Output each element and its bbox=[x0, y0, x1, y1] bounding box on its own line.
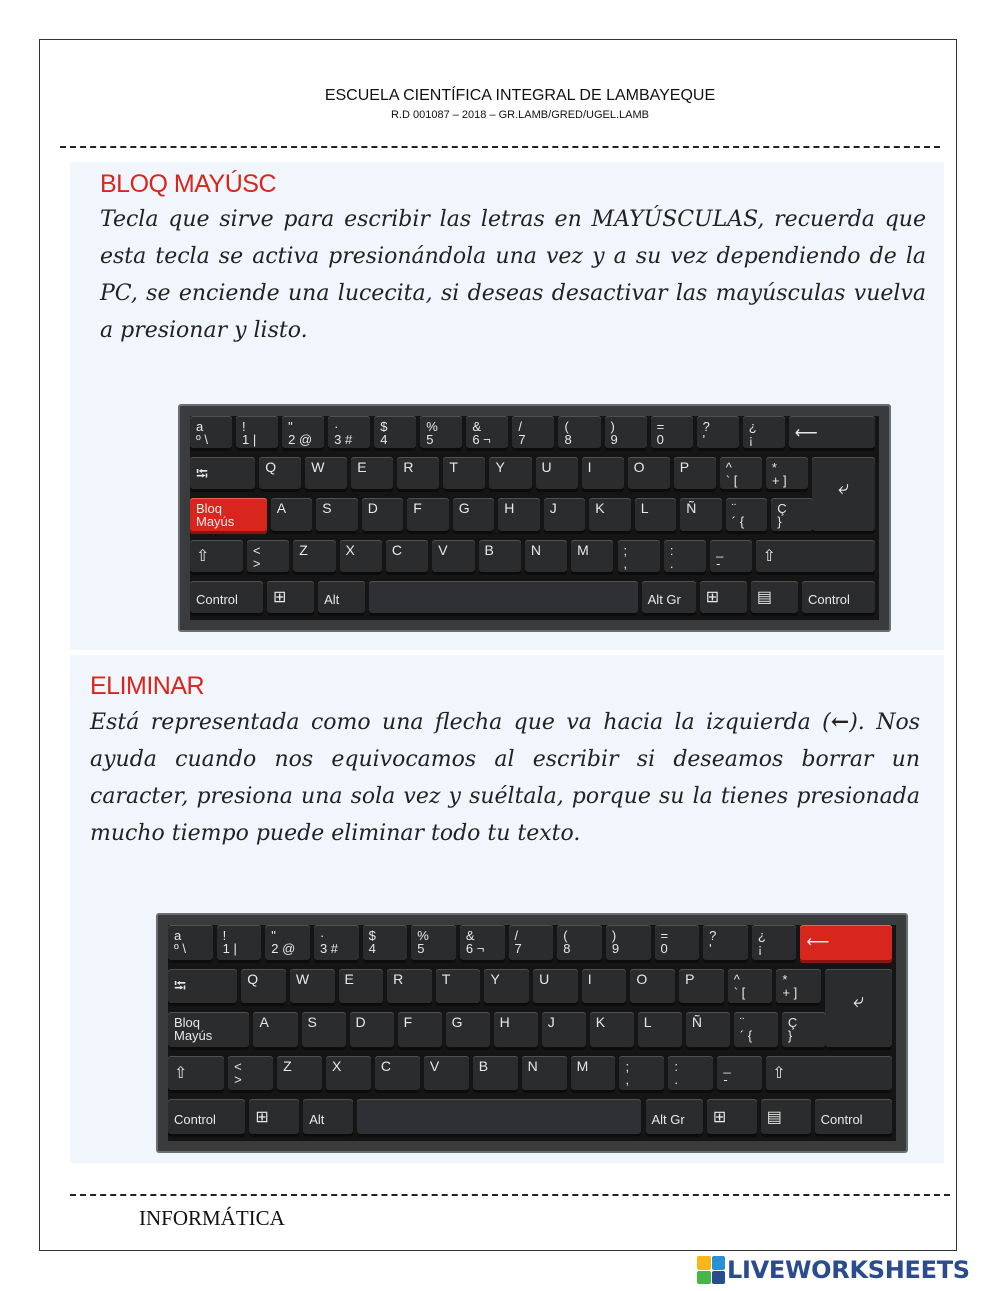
key-k-uml: ¨ ´ { bbox=[734, 1012, 778, 1050]
key-k-cced: Ç } bbox=[782, 1012, 826, 1050]
section-heading-capslock: BLOQ MAYÚSC bbox=[100, 170, 277, 198]
key-tab: ⭾ bbox=[190, 457, 255, 492]
key-k-q: Q bbox=[241, 969, 286, 1007]
key-k-y: Y bbox=[484, 969, 529, 1007]
key-enter: ⤶ bbox=[812, 457, 875, 533]
keyboard-row bbox=[190, 540, 879, 575]
key-win-left: ⊞ bbox=[267, 581, 314, 616]
key-k-grave: a º \ bbox=[190, 416, 232, 451]
key-k-uml: ¨ ´ { bbox=[726, 498, 767, 533]
key-k-h: H bbox=[494, 1012, 538, 1050]
key-k-apos: ? ' bbox=[697, 416, 739, 451]
key-ctrl-right: Control bbox=[802, 581, 875, 616]
key-k-plus: * + ] bbox=[776, 969, 821, 1007]
key-space bbox=[369, 581, 637, 616]
text-before-arrow: Está representada como una flecha que va hacia la izquierda ( bbox=[90, 710, 831, 735]
key-k-4: $ 4 bbox=[363, 925, 408, 963]
key-k-r: R bbox=[397, 457, 439, 492]
key-k-h: H bbox=[498, 498, 539, 533]
keyboard-row bbox=[168, 1012, 896, 1050]
key-k-q: Q bbox=[259, 457, 301, 492]
key-k-b: B bbox=[473, 1056, 518, 1094]
key-k-4: $ 4 bbox=[374, 416, 416, 451]
key-k-5: % 5 bbox=[420, 416, 462, 451]
key-k-e: E bbox=[339, 969, 384, 1007]
key-k-iexcl: ¿ ¡ bbox=[752, 925, 797, 963]
keyboard-row bbox=[168, 1056, 896, 1094]
key-k-z: Z bbox=[277, 1056, 322, 1094]
left-arrow-icon: ← bbox=[830, 709, 850, 735]
section-text-capslock: Tecla que sirve para escribir las letras en MAYÚSCULAS, recuerda que esta tecla se activa presionándola una vez y a su vez dependiendo de la PC, se enciende una lucecita, si deseas desactivar las mayúsculas vuelva a presionar y listo. bbox=[100, 207, 926, 343]
key-space bbox=[357, 1099, 641, 1137]
school-name: ESCUELA CIENTÍFICA INTEGRAL DE LAMBAYEQUE bbox=[324, 87, 716, 104]
keyboard-row bbox=[190, 581, 879, 616]
key-k-y: Y bbox=[489, 457, 531, 492]
keyboard-row bbox=[190, 457, 879, 499]
key-k-g: G bbox=[453, 498, 494, 533]
logo-square bbox=[697, 1256, 711, 1270]
key-k-a: A bbox=[253, 1012, 297, 1050]
key-k-j: J bbox=[542, 1012, 586, 1050]
key-k-apos: ? ' bbox=[703, 925, 748, 963]
key-k-period: : . bbox=[668, 1056, 713, 1094]
key-k-t: T bbox=[436, 969, 481, 1007]
key-k-8: ( 8 bbox=[557, 925, 602, 963]
key-k-7: / 7 bbox=[512, 416, 554, 451]
key-tab: ⭾ bbox=[168, 969, 237, 1007]
key-k-o: O bbox=[628, 457, 670, 492]
logo-square bbox=[712, 1256, 726, 1270]
section-heading-backspace: ELIMINAR bbox=[90, 672, 205, 700]
key-k-c: C bbox=[386, 540, 428, 575]
key-win-right: ⊞ bbox=[700, 581, 747, 616]
key-k-l: L bbox=[635, 498, 676, 533]
key-k-grave: a º \ bbox=[168, 925, 213, 963]
key-k-period: : . bbox=[664, 540, 706, 575]
key-k-m: M bbox=[571, 540, 613, 575]
key-k-k: K bbox=[589, 498, 630, 533]
key-menu: ▤ bbox=[751, 581, 798, 616]
keyboard-backspace-highlight bbox=[156, 913, 908, 1153]
keyboard-row bbox=[168, 925, 896, 963]
key-k-n: N bbox=[525, 540, 567, 575]
key-k-w: W bbox=[290, 969, 335, 1007]
key-k-1: ! 1 | bbox=[236, 416, 278, 451]
key-altgr: Alt Gr bbox=[642, 581, 696, 616]
key-k-x: X bbox=[326, 1056, 371, 1094]
key-k-p: P bbox=[679, 969, 724, 1007]
key-k-cced: Ç } bbox=[771, 498, 812, 533]
key-capslock: Bloq Mayús bbox=[168, 1012, 249, 1050]
key-k-0: = 0 bbox=[651, 416, 693, 451]
key-k-3: · 3 # bbox=[314, 925, 359, 963]
key-enter: ⤶ bbox=[825, 969, 892, 1050]
keyboard-row bbox=[190, 498, 879, 533]
key-ctrl-right: Control bbox=[815, 1099, 892, 1137]
key-k-enye: Ñ bbox=[686, 1012, 730, 1050]
key-alt: Alt bbox=[303, 1099, 353, 1137]
footer-divider bbox=[70, 1194, 950, 1196]
header-divider bbox=[60, 146, 940, 148]
key-k-8: ( 8 bbox=[558, 416, 600, 451]
key-k-u: U bbox=[533, 969, 578, 1007]
key-k-r: R bbox=[387, 969, 432, 1007]
key-k-3: · 3 # bbox=[328, 416, 370, 451]
key-backspace: ⟵ bbox=[800, 925, 892, 963]
section-text-backspace bbox=[90, 704, 920, 852]
key-k-6: & 6 ¬ bbox=[460, 925, 505, 963]
key-k-m: M bbox=[571, 1056, 616, 1094]
key-k-g: G bbox=[446, 1012, 490, 1050]
key-k-p: P bbox=[674, 457, 716, 492]
key-k-w: W bbox=[305, 457, 347, 492]
keyboard-capslock-highlight bbox=[178, 404, 891, 632]
key-win-right: ⊞ bbox=[707, 1099, 757, 1137]
key-k-0: = 0 bbox=[655, 925, 700, 963]
key-k-iexcl: ¿ ¡ bbox=[743, 416, 785, 451]
key-k-7: / 7 bbox=[509, 925, 554, 963]
text-after-arrow: ). Nos ayuda cuando nos equivocamos al escribir si deseamos borrar un caracter, presiona una sola vez y suéltala, porque su la tienes presionada mucho tiempo puede eliminar todo tu texto. bbox=[90, 710, 920, 846]
key-win-left: ⊞ bbox=[249, 1099, 299, 1137]
key-k-l: L bbox=[638, 1012, 682, 1050]
key-ctrl-left: Control bbox=[168, 1099, 245, 1137]
keyboard-row bbox=[168, 969, 896, 1012]
key-k-z: Z bbox=[293, 540, 335, 575]
key-k-9: ) 9 bbox=[605, 416, 647, 451]
key-k-lt: < > bbox=[228, 1056, 273, 1094]
key-k-x: X bbox=[340, 540, 382, 575]
key-k-o: O bbox=[630, 969, 675, 1007]
keyboard-row bbox=[190, 416, 879, 451]
key-k-s: S bbox=[316, 498, 357, 533]
key-k-j: J bbox=[544, 498, 585, 533]
key-k-comma: ; , bbox=[619, 1056, 664, 1094]
key-alt: Alt bbox=[318, 581, 365, 616]
key-k-lt: < > bbox=[247, 540, 289, 575]
key-k-9: ) 9 bbox=[606, 925, 651, 963]
key-k-b: B bbox=[479, 540, 521, 575]
key-shift-left: ⇧ bbox=[168, 1056, 224, 1094]
key-k-t: T bbox=[443, 457, 485, 492]
key-k-d: D bbox=[350, 1012, 394, 1050]
key-k-v: V bbox=[424, 1056, 469, 1094]
key-k-5: % 5 bbox=[411, 925, 456, 963]
key-k-1: ! 1 | bbox=[217, 925, 262, 963]
subject-label: INFORMÁTICA bbox=[139, 1206, 285, 1230]
key-k-plus: * + ] bbox=[766, 457, 808, 492]
key-ctrl-left: Control bbox=[190, 581, 263, 616]
key-capslock: Bloq Mayús bbox=[190, 498, 267, 533]
key-k-enye: Ñ bbox=[680, 498, 721, 533]
key-k-s: S bbox=[302, 1012, 346, 1050]
key-k-minus: _ - bbox=[710, 540, 752, 575]
key-shift-right: ⇧ bbox=[766, 1056, 892, 1094]
key-k-i: I bbox=[582, 457, 624, 492]
key-k-2: " 2 @ bbox=[265, 925, 310, 963]
key-k-f: F bbox=[407, 498, 448, 533]
key-k-n: N bbox=[522, 1056, 567, 1094]
key-k-6: & 6 ¬ bbox=[466, 416, 508, 451]
liveworksheets-wordmark: LIVEWORKSHEETS bbox=[727, 1256, 970, 1284]
logo-square bbox=[697, 1271, 711, 1285]
key-k-2: " 2 @ bbox=[282, 416, 324, 451]
resolution-number: R.D 001087 – 2018 – GR.LAMB/GRED/UGEL.LAMB bbox=[390, 109, 649, 121]
key-k-u: U bbox=[536, 457, 578, 492]
key-k-i: I bbox=[582, 969, 627, 1007]
key-k-caret: ^ ` [ bbox=[720, 457, 762, 492]
key-k-comma: ; , bbox=[618, 540, 660, 575]
key-k-minus: _ - bbox=[717, 1056, 762, 1094]
key-k-k: K bbox=[590, 1012, 634, 1050]
key-k-e: E bbox=[351, 457, 393, 492]
key-k-caret: ^ ` [ bbox=[728, 969, 773, 1007]
key-k-f: F bbox=[398, 1012, 442, 1050]
key-k-a: A bbox=[271, 498, 312, 533]
key-k-c: C bbox=[375, 1056, 420, 1094]
key-menu: ▤ bbox=[761, 1099, 811, 1137]
liveworksheets-logo-icon bbox=[697, 1256, 725, 1284]
key-k-d: D bbox=[362, 498, 403, 533]
key-shift-right: ⇧ bbox=[756, 540, 875, 575]
key-k-v: V bbox=[432, 540, 474, 575]
logo-square bbox=[712, 1271, 726, 1285]
key-altgr: Alt Gr bbox=[646, 1099, 703, 1137]
liveworksheets-logo bbox=[697, 1256, 970, 1284]
key-backspace: ⟵ bbox=[789, 416, 875, 451]
key-shift-left: ⇧ bbox=[190, 540, 243, 575]
keyboard-row bbox=[168, 1099, 896, 1137]
